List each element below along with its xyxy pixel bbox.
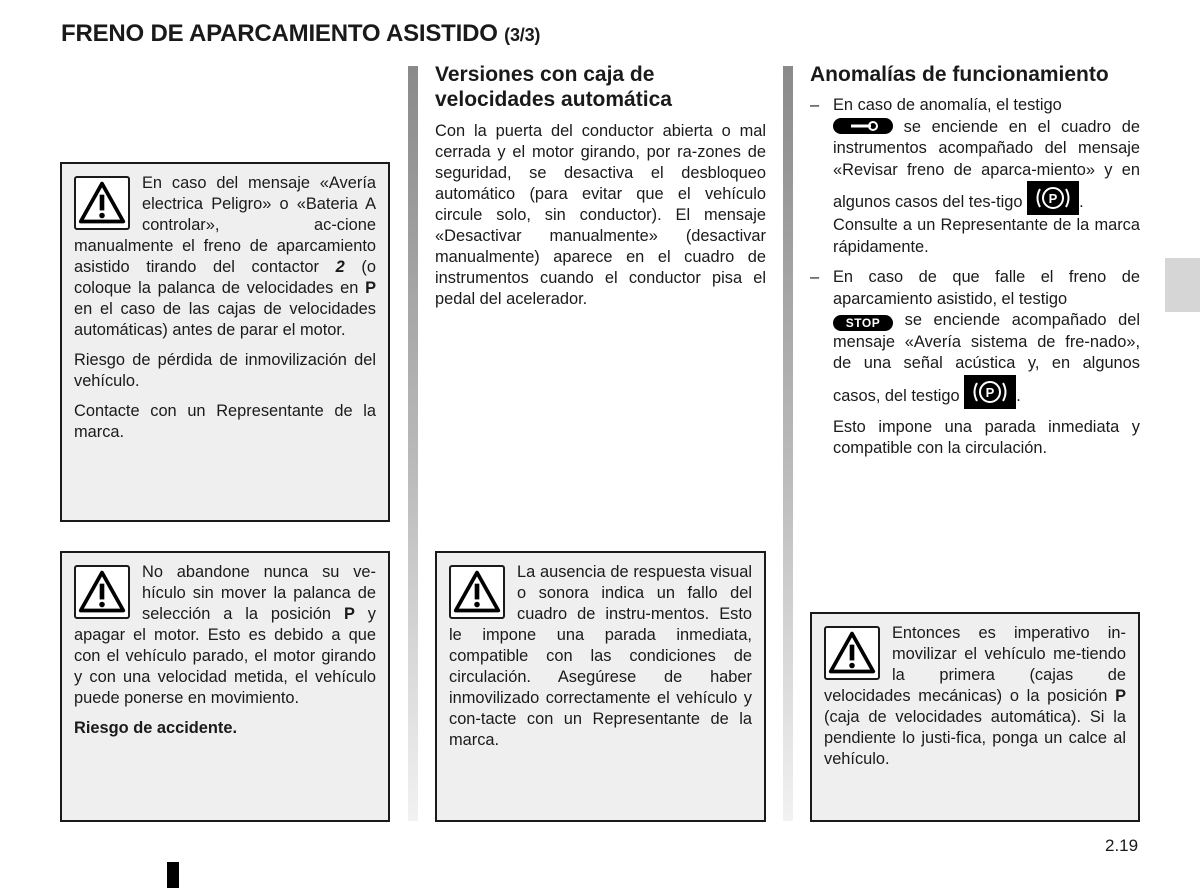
section-body: Con la puerta del conductor abierta o mal cerrada y el motor girando, por ra-zones de seguridad, se desactiva el desbloqueo automático (para evitar que el vehículo circule solo, sin conductor). El mensaje «Desactivar manualmente» (desactivar manualmente) aparece en el cuadro de instrumentos cuando el conductor pisa el pedal del acelerador. [435, 122, 766, 308]
column-divider [408, 66, 418, 821]
parking-brake-icon [1027, 181, 1079, 215]
svg-text:P: P [1048, 191, 1058, 206]
warning-box-electrical [60, 162, 390, 522]
svg-text:P: P [985, 384, 995, 400]
section-heading: Versiones con caja de velocidades automática [435, 63, 672, 111]
warning-box-selector [60, 551, 390, 822]
section-heading: Anomalías de funcionamiento [810, 63, 1109, 86]
anomalies-section [810, 62, 1140, 469]
parking-brake-icon [964, 375, 1016, 409]
anomaly-list [810, 95, 1140, 460]
warning-triangle-icon [824, 626, 880, 680]
chapter-tab [1165, 258, 1200, 312]
warning-triangle-icon [74, 176, 130, 230]
page-title [61, 20, 540, 48]
warning-box-instruments [435, 551, 766, 822]
automatic-section [435, 62, 766, 310]
warning-text: La ausencia de respuesta visual o sonora indica un fallo del cuadro de instru-mentos. Esto le impone una parada inmediata, compatible con las condiciones de circulación. Asegúrese de haber inmovilizado correctamente el vehículo y con-tacte con un Representante de la marca. [449, 563, 752, 749]
column-divider [783, 66, 793, 821]
warning-contact: Contacte con un Representante de la marca. [74, 402, 376, 441]
list-item: – En caso de anomalía, el testigo se enciende en el cuadro de instrumentos acompañado del mensaje «Revisar freno de aparca-miento» y en algunos casos del tes-tigo P . Consulte a un Representante de la marca rápidamente. [810, 96, 1140, 256]
warning-box-immobilize [810, 612, 1140, 822]
page-number: 2.19 [1105, 836, 1139, 855]
warning-triangle-icon [74, 565, 130, 619]
warning-text: No abandone nunca su ve-hículo sin mover la palanca de selección a la posición P y apagar el motor. Esto es debido a que con el vehículo parado, el motor girando y con una velocidad metida, el vehículo puede ponerse en movimiento. [74, 563, 377, 707]
wrench-icon [833, 118, 893, 134]
title-part: (3/3) [504, 25, 541, 45]
footer-mark [167, 862, 179, 888]
title-text: FRENO DE APARCAMIENTO ASISTIDO [61, 20, 498, 47]
warning-triangle-icon [449, 565, 505, 619]
warning-risk: Riesgo de pérdida de inmovilización del vehículo. [74, 351, 376, 390]
list-item: – En caso de que falle el freno de aparcamiento asistido, el testigo STOP se enciende acompañado del mensaje «Avería sistema de fre-nado», de una señal acústica y, en algunos casos, del testigo P . Esto impone una parada inmediata y compatible con la circulación. [810, 268, 1140, 457]
warning-text: Entonces es imperativo in-movilizar el vehículo me-tiendo la primera (cajas de velocidades mecánicas) o la posición P (caja de velocidades automática). Si la pendiente lo justi-fica, ponga un calce al vehículo. [824, 624, 1126, 768]
warning-risk: Riesgo de accidente. [74, 719, 238, 737]
stop-icon: STOP [833, 315, 893, 331]
warning-text: En caso del mensaje «Avería electrica Peligro» o «Bateria A controlar», ac-cione manualmente el freno de aparcamiento asistido tirando del contactor 2 (o coloque la palanca de velocidades en P en el caso de las cajas de velocidades automáticas) antes de parar el motor. [74, 174, 376, 339]
